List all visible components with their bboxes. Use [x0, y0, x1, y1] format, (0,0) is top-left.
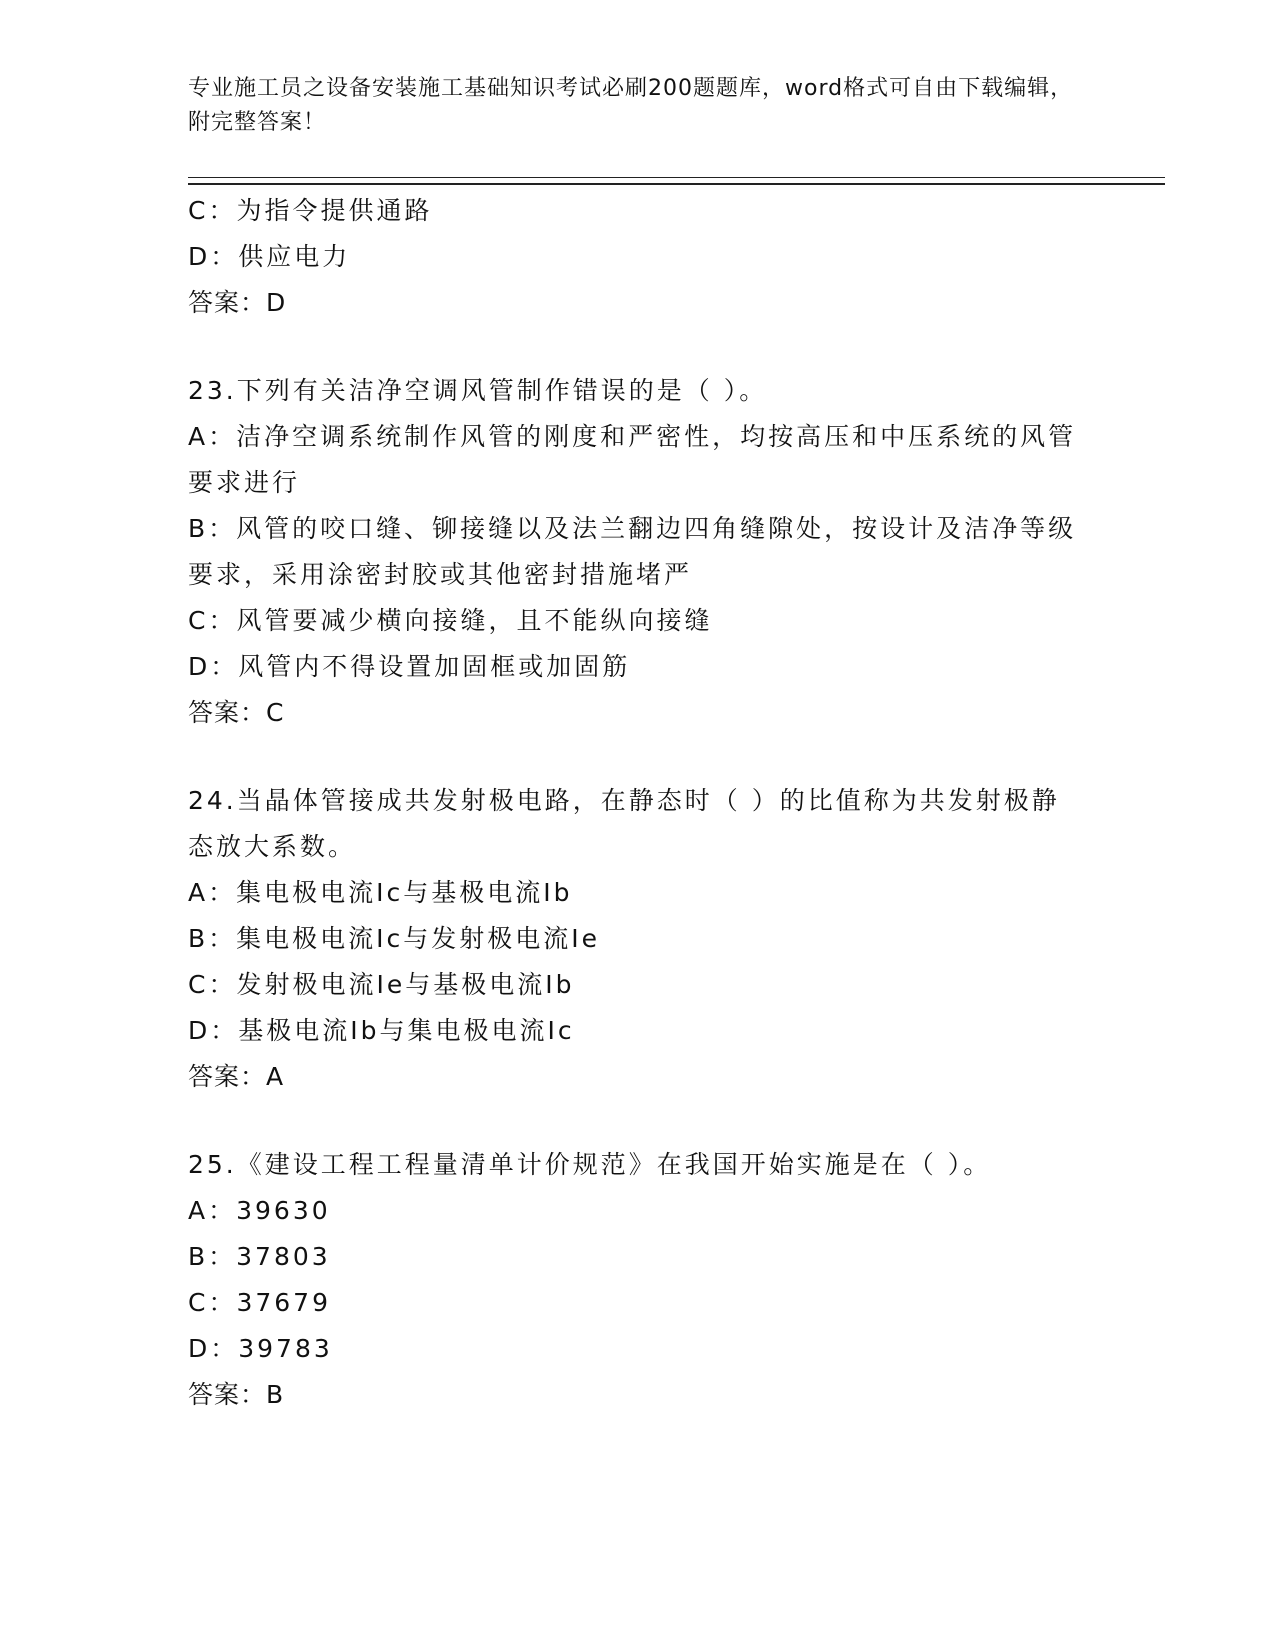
spacer — [188, 326, 1078, 368]
option-d: D：基极电流Ib与集电极电流Ic — [188, 1016, 575, 1045]
option-c: C：为指令提供通路 — [188, 196, 433, 225]
previous-question-tail — [188, 188, 1078, 326]
option-c: C：37679 — [188, 1288, 331, 1317]
answer-line: 答案：B — [188, 1380, 285, 1409]
spacer — [188, 1100, 1078, 1142]
spacer — [188, 736, 1078, 778]
option-d: D：39783 — [188, 1334, 333, 1363]
option-a: A：39630 — [188, 1196, 331, 1225]
option-c: C：风管要减少横向接缝，且不能纵向接缝 — [188, 606, 713, 635]
question-stem: 25.《建设工程工程量清单计价规范》在我国开始实施是在（ ）。 — [188, 1150, 992, 1179]
option-a: A：集电极电流Ic与基极电流Ib — [188, 878, 573, 907]
option-c: C：发射极电流Ie与基极电流Ib — [188, 970, 575, 999]
option-a: A：洁净空调系统制作风管的刚度和严密性，均按高压和中压系统的风管要求进行 — [188, 422, 1077, 497]
question-23 — [188, 368, 1078, 736]
option-b: B：集电极电流Ic与发射极电流Ie — [188, 924, 601, 953]
question-25 — [188, 1142, 1078, 1418]
option-d: D：供应电力 — [188, 242, 351, 271]
answer-line: 答案：C — [188, 698, 285, 727]
question-stem: 24.当晶体管接成共发射极电路，在静态时（ ）的比值称为共发射极静态放大系数。 — [188, 786, 1060, 861]
answer-line: 答案：A — [188, 1062, 285, 1091]
option-b: B：37803 — [188, 1242, 331, 1271]
document-header-title: 专业施工员之设备安装施工基础知识考试必刷200题题库，word格式可自由下载编辑，附完整答案！ — [188, 76, 1074, 135]
question-content — [188, 188, 1078, 1418]
answer-line: 答案：D — [188, 288, 287, 317]
question-24 — [188, 778, 1078, 1100]
question-stem: 23.下列有关洁净空调风管制作错误的是（ ）。 — [188, 376, 768, 405]
header-divider-thin — [188, 177, 1165, 178]
option-d: D：风管内不得设置加固框或加固筋 — [188, 652, 631, 681]
option-b: B：风管的咬口缝、铆接缝以及法兰翻边四角缝隙处，按设计及洁净等级要求，采用涂密封胶或其他密封措施堵严 — [188, 514, 1077, 589]
header-divider-thick — [188, 183, 1165, 185]
